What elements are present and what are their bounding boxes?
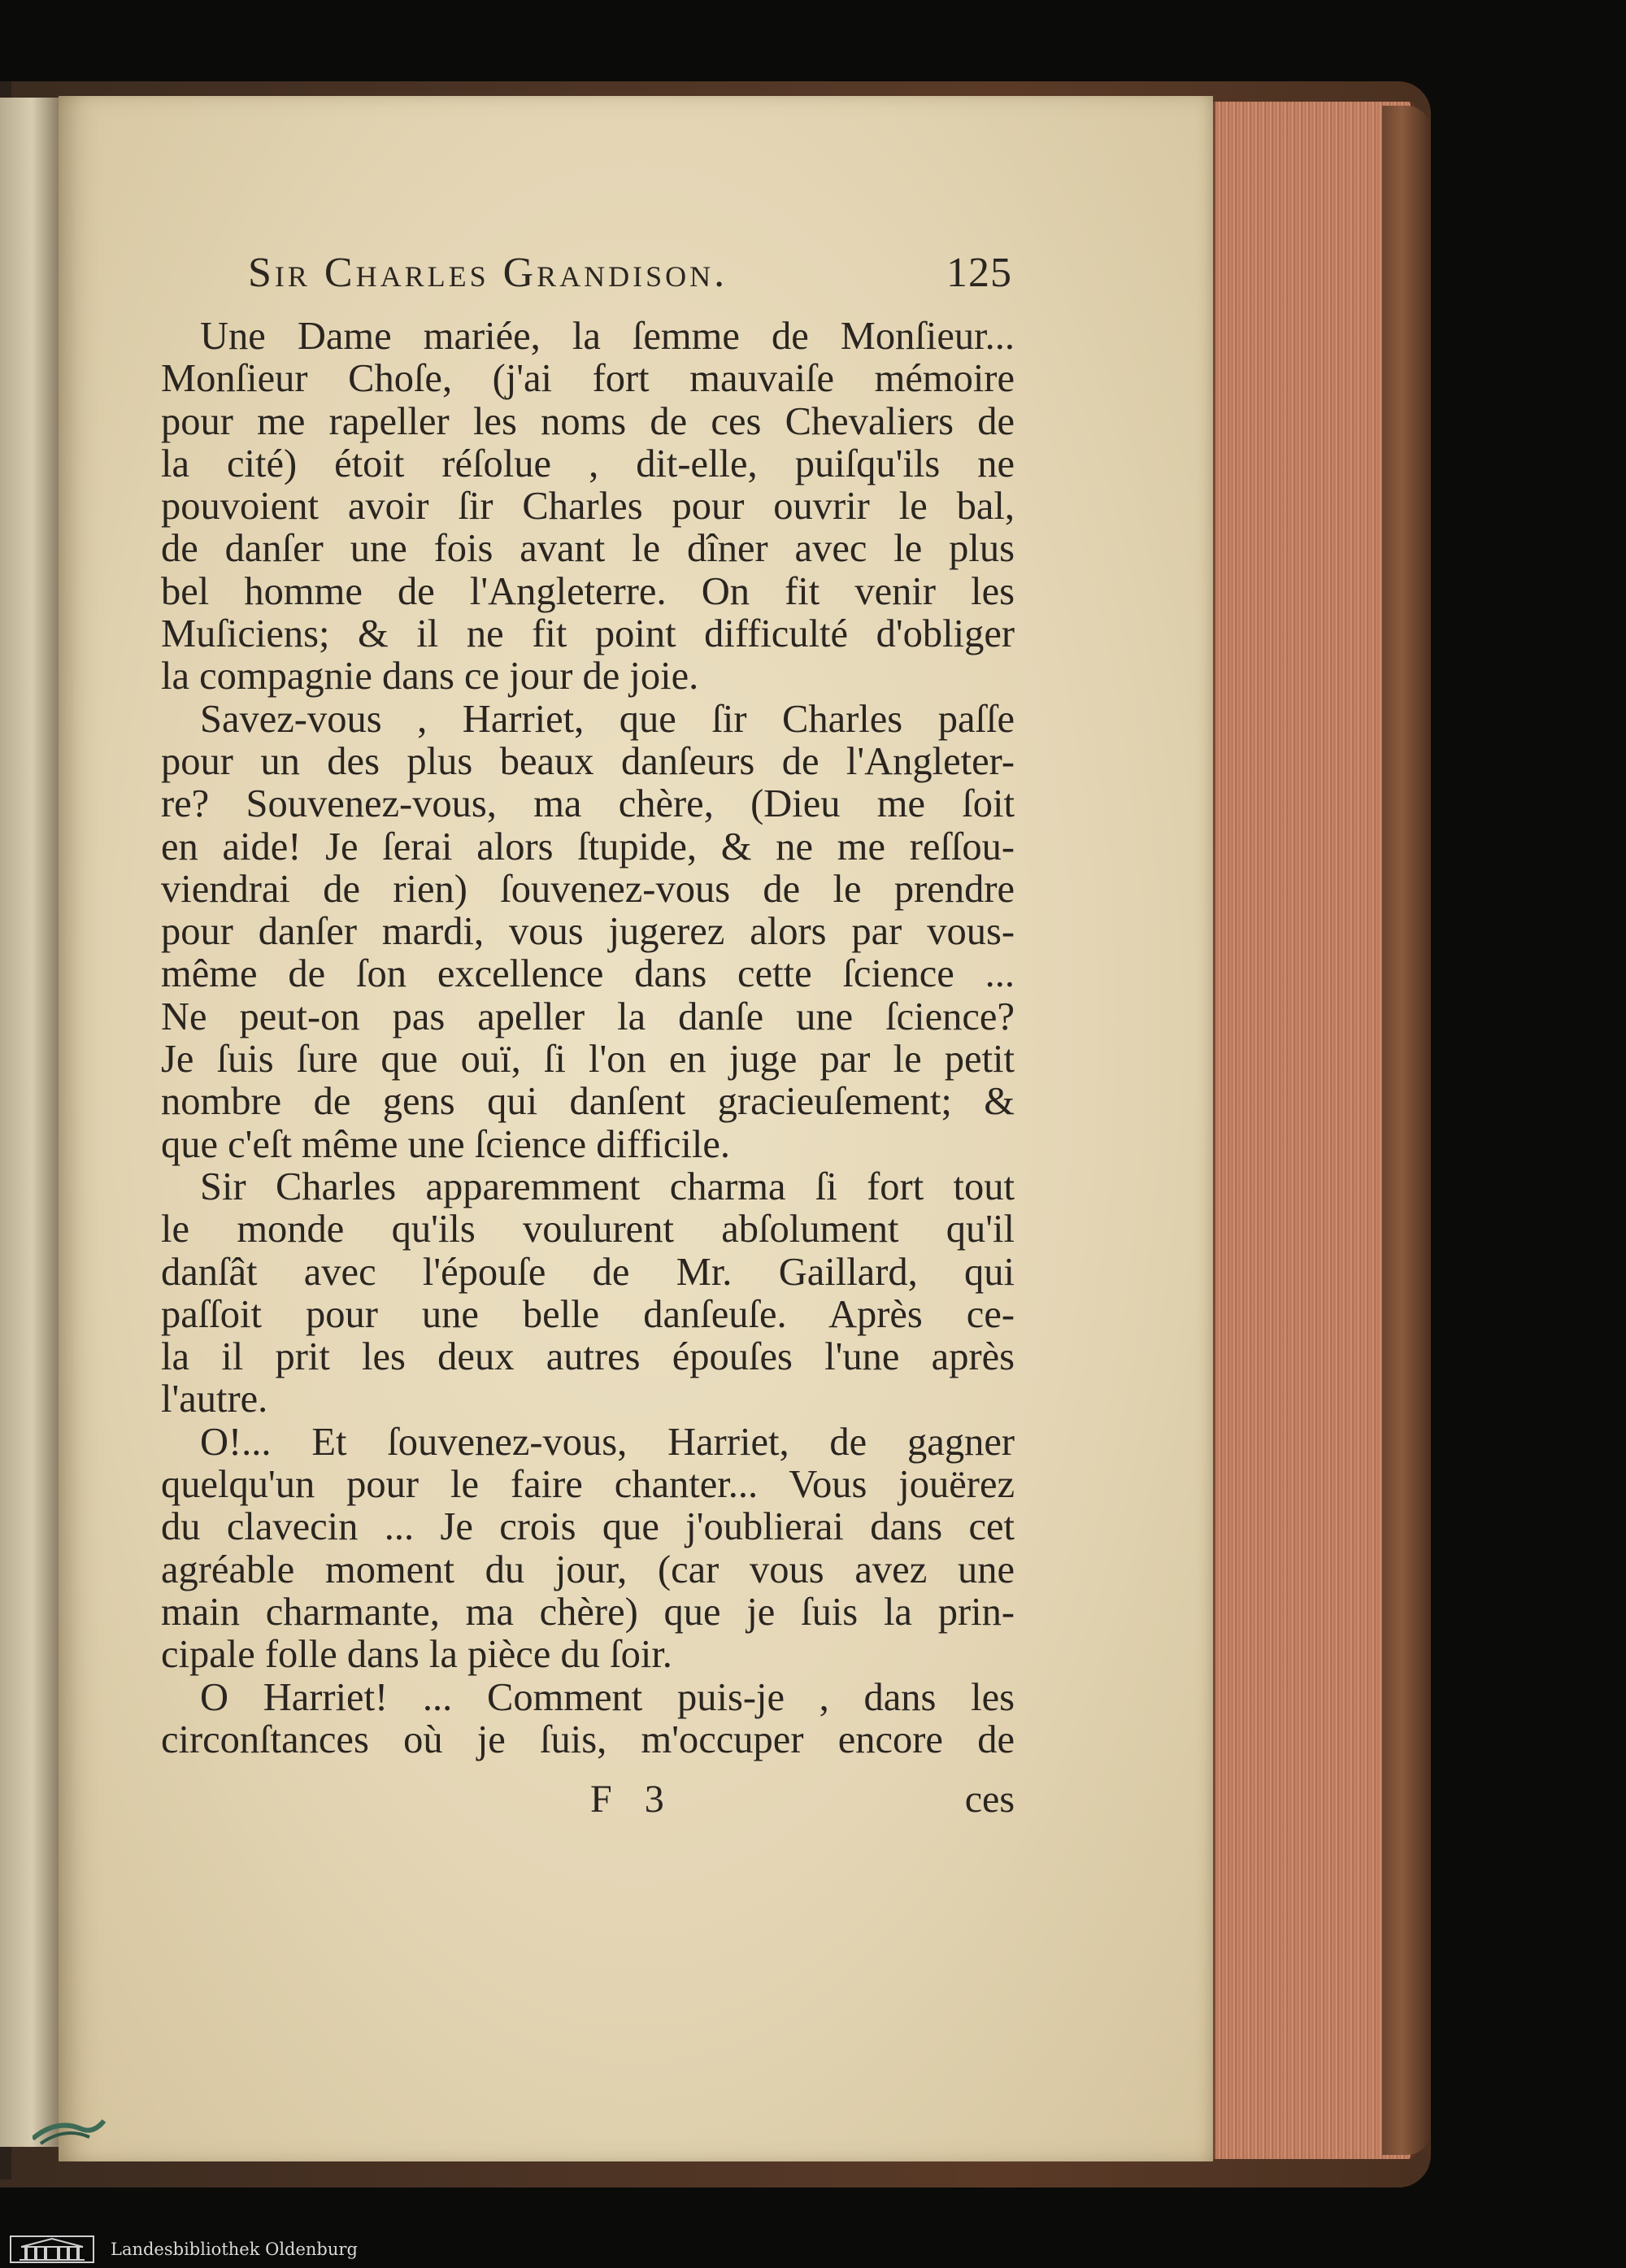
text-line: quelqu'un pour le faire chanter... Vous jouërez (161, 1463, 1015, 1507)
text-line: nombre de gens qui danſent gracieuſement; & (161, 1080, 1015, 1124)
body-text (161, 316, 1015, 1761)
text-line: danſât avec l'épouſe de Mr. Gaillard, qui (161, 1250, 1015, 1294)
left-page-edge (0, 98, 60, 2147)
text-line: pouvoient avoir ſir Charles pour ouvrir le bal, (161, 485, 1015, 529)
text-line: paſſoit pour une belle danſeuſe. Après ce- (161, 1292, 1015, 1336)
text-line: de danſer une fois avant le dîner avec le plus (161, 527, 1015, 571)
text-line: l'autre. (161, 1378, 268, 1421)
text-line: Sir Charles apparemment charma ſi fort tout (200, 1164, 1015, 1208)
text-line: O Harriet! ... Comment puis-je , dans les (200, 1675, 1015, 1719)
catchword: ces (964, 1778, 1015, 1821)
text-line: agréable moment du jour, (car vous avez une (161, 1548, 1015, 1591)
library-building-icon (10, 2235, 94, 2263)
text-line: la il prit les deux autres épouſes l'une après (161, 1335, 1015, 1379)
text-line: Je ſuis ſure que ouï, ſi l'on en juge par le petit (161, 1038, 1015, 1082)
text-line: même de ſon excellence dans cette ſcience ... (161, 952, 1015, 996)
text-line: Une Dame mariée, la ſemme de Monſieur... (200, 315, 1015, 358)
page-foot (161, 1777, 1015, 1826)
running-head (248, 249, 1012, 297)
library-footer (0, 2230, 1626, 2268)
text-line: que c'eſt même une ſcience difficile. (161, 1122, 730, 1166)
text-line: O!... Et ſouvenez-vous, Harriet, de gagner (200, 1420, 1015, 1464)
text-line: la cité) étoit réſolue , dit-elle, puiſqu'ils ne (161, 442, 1015, 485)
text-line: bel homme de l'Angleterre. On fit venir les (161, 569, 1015, 613)
text-line: pour un des plus beaux danſeurs de l'Angleter- (161, 739, 1015, 783)
text-line: le monde qu'ils voulurent abſolument qu'il (161, 1208, 1015, 1252)
signature-mark: F 3 (590, 1778, 676, 1821)
text-line: du clavecin ... Je crois que j'oublierai dans cet (161, 1505, 1015, 1549)
text-line: Muſiciens; & il ne fit point difficulté d'obliger (161, 612, 1015, 656)
text-line: Monſieur Choſe, (j'ai fort mauvaiſe mémoire (161, 357, 1015, 401)
right-cover-edge (1382, 106, 1431, 2155)
text-line: cipale folle dans la pièce du ſoir. (161, 1633, 672, 1677)
text-line: circonſtances où je ſuis, m'occuper encore de (161, 1717, 1015, 1761)
text-line: la compagnie dans ce jour de joie. (161, 655, 699, 699)
page-number: 125 (946, 250, 1012, 296)
text-line: en aide! Je ſerai alors ſtupide, & ne me reſſou- (161, 825, 1015, 868)
text-line: Ne peut-on pas apeller la danſe une ſcience? (161, 995, 1015, 1038)
text-line: pour danſer mardi, vous jugerez alors par vous- (161, 910, 1015, 954)
running-head-title: Sir Charles Grandison. (248, 250, 728, 296)
text-line: Savez-vous , Harriet, que ſir Charles paſſe (200, 697, 1015, 741)
text-line: re? Souvenez-vous, ma chère, (Dieu me ſoit (161, 782, 1015, 826)
text-line: pour me rapeller les noms de ces Chevaliers de (161, 399, 1015, 443)
library-name: Landesbibliothek Oldenburg (111, 2239, 358, 2259)
bookmark-ribbon-icon (33, 2114, 106, 2147)
text-line: viendrai de rien) ſouvenez-vous de le prendre (161, 867, 1015, 911)
text-line: main charmante, ma chère) que je ſuis la prin- (161, 1590, 1015, 1634)
